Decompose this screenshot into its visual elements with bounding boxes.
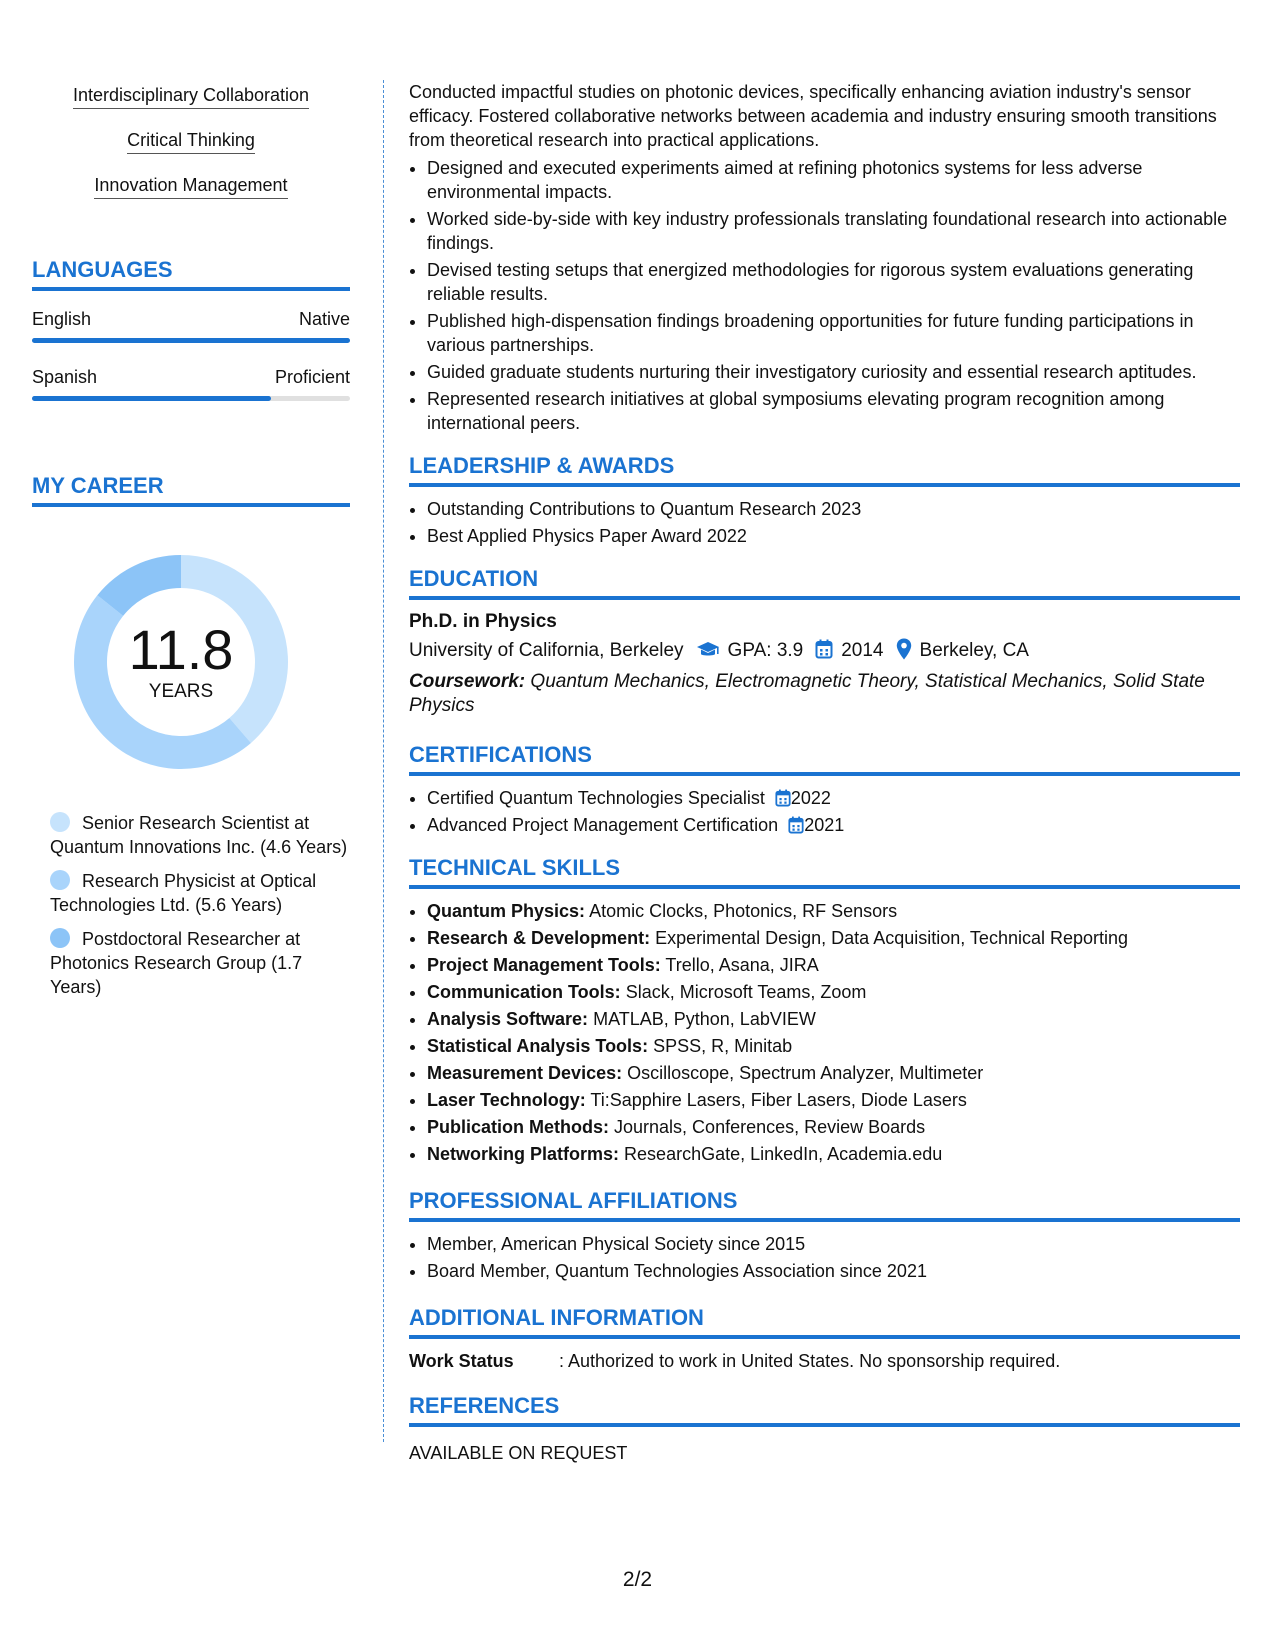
legend-dot <box>50 928 70 948</box>
coursework <box>409 670 1240 718</box>
location-pin-icon <box>896 638 912 664</box>
list-item <box>427 1142 1240 1166</box>
skill-category: Analysis Software: <box>427 1009 589 1029</box>
skill-category: Statistical Analysis Tools: <box>427 1036 649 1056</box>
work-status-row <box>409 1349 1240 1373</box>
certification-name: Advanced Project Management Certification <box>427 815 779 835</box>
technical-skills-list <box>409 899 1240 1166</box>
list-item <box>427 1088 1240 1112</box>
affiliations-heading: PROFESSIONAL AFFILIATIONS <box>409 1188 1240 1222</box>
legend-label: Research Physicist at Optical Technologies Ltd. (5.6 Years) <box>50 871 317 915</box>
legend-item <box>50 869 350 917</box>
degree-title: Ph.D. in Physics <box>409 611 557 632</box>
skill-values: Slack, Microsoft Teams, Zoom <box>625 982 867 1002</box>
skill-tag: Critical Thinking <box>127 129 255 154</box>
skill-values: Trello, Asana, JIRA <box>665 955 819 975</box>
school-name: University of California, Berkeley <box>409 640 684 661</box>
language-name: Spanish <box>32 367 98 387</box>
references-text: AVAILABLE ON REQUEST <box>409 1443 628 1463</box>
references-heading: REFERENCES <box>409 1393 1240 1427</box>
certification-year: 2022 <box>790 788 831 808</box>
skill-values: Atomic Clocks, Photonics, RF Sensors <box>589 901 898 921</box>
skill-values: SPSS, R, Minitab <box>653 1036 793 1056</box>
language-level: Native <box>298 309 350 329</box>
list-item: • Guided graduate students nurturing their investigatory curiosity and essential research aptitudes. <box>427 360 1240 384</box>
skill-category: Publication Methods: <box>427 1117 609 1137</box>
skill-category: Research & Development: <box>427 928 651 948</box>
list-item <box>427 1007 1240 1031</box>
experience-summary: Conducted impactful studies on photonic devices, specifically enhancing aviation industry's sensor efficacy. Fostered collaborative networks between academia and industry ensuring smooth transitions from theoretical research into practical applications. <box>409 82 1217 150</box>
certifications-list <box>409 786 1240 837</box>
graduation-year: 2014 <box>841 640 884 661</box>
language-english <box>32 309 350 343</box>
calendar-icon <box>788 815 804 835</box>
experience-bullets <box>409 156 1240 435</box>
skill-tags <box>32 84 350 219</box>
skill-values: Journals, Conferences, Review Boards <box>614 1117 926 1137</box>
coursework-list: Quantum Mechanics, Electromagnetic Theory, Statistical Mechanics, Solid State Physics <box>409 671 1205 716</box>
list-item <box>427 813 1240 837</box>
calendar-icon <box>775 788 791 808</box>
list-item <box>427 926 1240 950</box>
graduation-cap-icon <box>696 639 720 663</box>
affiliations-list <box>409 1232 1240 1283</box>
skill-category: Project Management Tools: <box>427 955 661 975</box>
language-bar <box>32 338 350 343</box>
additional-info-heading: ADDITIONAL INFORMATION <box>409 1305 1240 1339</box>
skill-values: ResearchGate, LinkedIn, Academia.edu <box>624 1144 943 1164</box>
legend-label: Postdoctoral Researcher at Photonics Research Group (1.7 Years) <box>50 929 303 997</box>
list-item: • Published high-dispensation findings broadening opportunities for future funding participations in various partnerships. <box>427 309 1240 357</box>
legend-label: Senior Research Scientist at Quantum Innovations Inc. (4.6 Years) <box>50 813 348 857</box>
career-legend <box>32 811 350 999</box>
career-heading: MY CAREER <box>32 473 350 507</box>
education-heading: EDUCATION <box>409 566 1240 600</box>
skill-category: Networking Platforms: <box>427 1144 620 1164</box>
list-item <box>427 899 1240 923</box>
awards-heading: LEADERSHIP & AWARDS <box>409 453 1240 487</box>
list-item: • Outstanding Contributions to Quantum Research 2023 <box>427 497 1240 521</box>
career-total-years: 11.8 <box>128 618 234 681</box>
education-details <box>409 638 1240 664</box>
main-content <box>409 80 1240 1465</box>
skill-category: Laser Technology: <box>427 1090 586 1110</box>
skill-values: Ti:Sapphire Lasers, Fiber Lasers, Diode Lasers <box>590 1090 967 1110</box>
legend-item <box>50 927 350 999</box>
certification-name: Certified Quantum Technologies Specialist <box>427 788 765 808</box>
calendar-icon <box>815 639 833 663</box>
skill-tag: Innovation Management <box>94 174 287 199</box>
language-name: English <box>32 309 92 329</box>
work-status-label: Work Status <box>409 1351 514 1371</box>
career-years-unit: YEARS <box>148 681 214 702</box>
list-item: • Board Member, Quantum Technologies Association since 2021 <box>427 1259 1240 1283</box>
list-item <box>427 1034 1240 1058</box>
legend-dot <box>50 870 70 890</box>
skill-tag: Interdisciplinary Collaboration <box>73 84 309 109</box>
language-spanish <box>32 367 350 401</box>
skill-values: Experimental Design, Data Acquisition, Technical Reporting <box>655 928 1129 948</box>
list-item: • Devised testing setups that energized methodologies for rigorous system evaluations generating reliable results. <box>427 258 1240 306</box>
career-donut-chart <box>66 547 296 777</box>
language-bar <box>32 396 350 401</box>
list-item: • Designed and executed experiments aimed at refining photonics systems for less adverse environmental impacts. <box>427 156 1240 204</box>
gpa: GPA: 3.9 <box>727 640 804 661</box>
skill-category: Quantum Physics: <box>427 901 586 921</box>
page-number: 2/2 <box>622 1568 653 1591</box>
skill-category: Communication Tools: <box>427 982 621 1002</box>
languages-heading: LANGUAGES <box>32 257 350 291</box>
work-status-value: : Authorized to work in United States. No sponsorship required. <box>559 1351 1061 1371</box>
list-item <box>427 1115 1240 1139</box>
list-item <box>427 786 1240 810</box>
legend-item <box>50 811 350 859</box>
school-location: Berkeley, CA <box>919 640 1029 661</box>
column-divider <box>383 80 384 1442</box>
sidebar <box>32 84 350 1009</box>
certifications-heading: CERTIFICATIONS <box>409 742 1240 776</box>
skill-values: Oscilloscope, Spectrum Analyzer, Multimeter <box>627 1063 984 1083</box>
skill-category: Measurement Devices: <box>427 1063 623 1083</box>
legend-dot <box>50 812 70 832</box>
language-bar-fill <box>32 338 350 343</box>
list-item: • Worked side-by-side with key industry professionals translating foundational research into actionable findings. <box>427 207 1240 255</box>
list-item <box>427 1061 1240 1085</box>
technical-skills-heading: TECHNICAL SKILLS <box>409 855 1240 889</box>
language-bar-fill <box>32 396 271 401</box>
list-item: • Best Applied Physics Paper Award 2022 <box>427 524 1240 548</box>
language-level: Proficient <box>274 367 350 387</box>
list-item: • Represented research initiatives at global symposiums elevating program recognition among international peers. <box>427 387 1240 435</box>
list-item <box>427 980 1240 1004</box>
certification-year: 2021 <box>804 815 845 835</box>
coursework-label: Coursework: <box>409 671 526 692</box>
list-item <box>427 953 1240 977</box>
awards-list <box>409 497 1240 548</box>
list-item: • Member, American Physical Society since 2015 <box>427 1232 1240 1256</box>
skill-values: MATLAB, Python, LabVIEW <box>593 1009 816 1029</box>
